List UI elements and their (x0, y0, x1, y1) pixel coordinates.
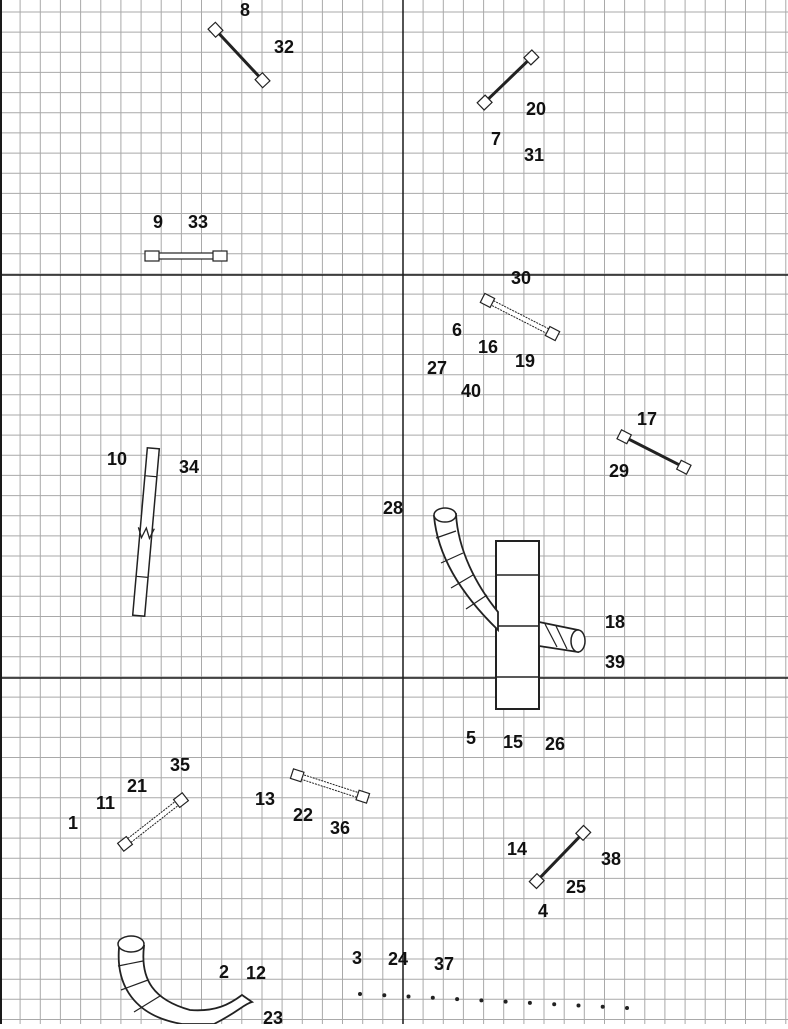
weave-pole (431, 996, 435, 1000)
weave-pole (504, 1000, 508, 1004)
label-18: 18 (605, 612, 626, 632)
label-13: 13 (255, 789, 276, 809)
label-35: 35 (170, 755, 191, 775)
label-1: 1 (68, 813, 79, 833)
label-26: 26 (545, 734, 566, 754)
weave-pole (552, 1002, 556, 1006)
a-frame-5-15-26 (496, 541, 539, 709)
label-29: 29 (609, 461, 630, 481)
label-8: 8 (240, 0, 251, 20)
label-32: 32 (274, 37, 295, 57)
label-12: 12 (246, 963, 267, 983)
label-40: 40 (461, 381, 482, 401)
weave-pole (455, 997, 459, 1001)
label-21: 21 (127, 776, 148, 796)
label-17: 17 (637, 409, 658, 429)
weave-pole (479, 998, 483, 1002)
label-38: 38 (601, 849, 622, 869)
label-39: 39 (605, 652, 626, 672)
label-34: 34 (179, 457, 200, 477)
label-11: 11 (96, 793, 116, 813)
label-20: 20 (526, 99, 547, 119)
label-10: 10 (107, 449, 128, 469)
weave-pole (382, 993, 386, 997)
weave-pole (625, 1006, 629, 1010)
label-16: 16 (478, 337, 499, 357)
label-23: 23 (263, 1008, 284, 1024)
label-3: 3 (352, 948, 363, 968)
jump-9-33 (145, 251, 227, 261)
label-28: 28 (383, 498, 404, 518)
label-4: 4 (538, 901, 549, 921)
label-6: 6 (452, 320, 463, 340)
label-37: 37 (434, 954, 455, 974)
weave-pole (601, 1005, 605, 1009)
label-31: 31 (524, 145, 545, 165)
label-30: 30 (511, 268, 532, 288)
weave-pole (358, 992, 362, 996)
label-2: 2 (219, 962, 230, 982)
label-27: 27 (427, 358, 448, 378)
weave-pole (407, 995, 411, 999)
label-36: 36 (330, 818, 351, 838)
label-7: 7 (491, 129, 502, 149)
label-15: 15 (503, 732, 524, 752)
label-33: 33 (188, 212, 209, 232)
label-24: 24 (388, 949, 409, 969)
weave-pole (528, 1001, 532, 1005)
label-25: 25 (566, 877, 587, 897)
label-14: 14 (507, 839, 528, 859)
label-19: 19 (515, 351, 536, 371)
label-9: 9 (153, 212, 164, 232)
label-5: 5 (466, 728, 477, 748)
label-22: 22 (293, 805, 314, 825)
weave-pole (577, 1004, 581, 1008)
